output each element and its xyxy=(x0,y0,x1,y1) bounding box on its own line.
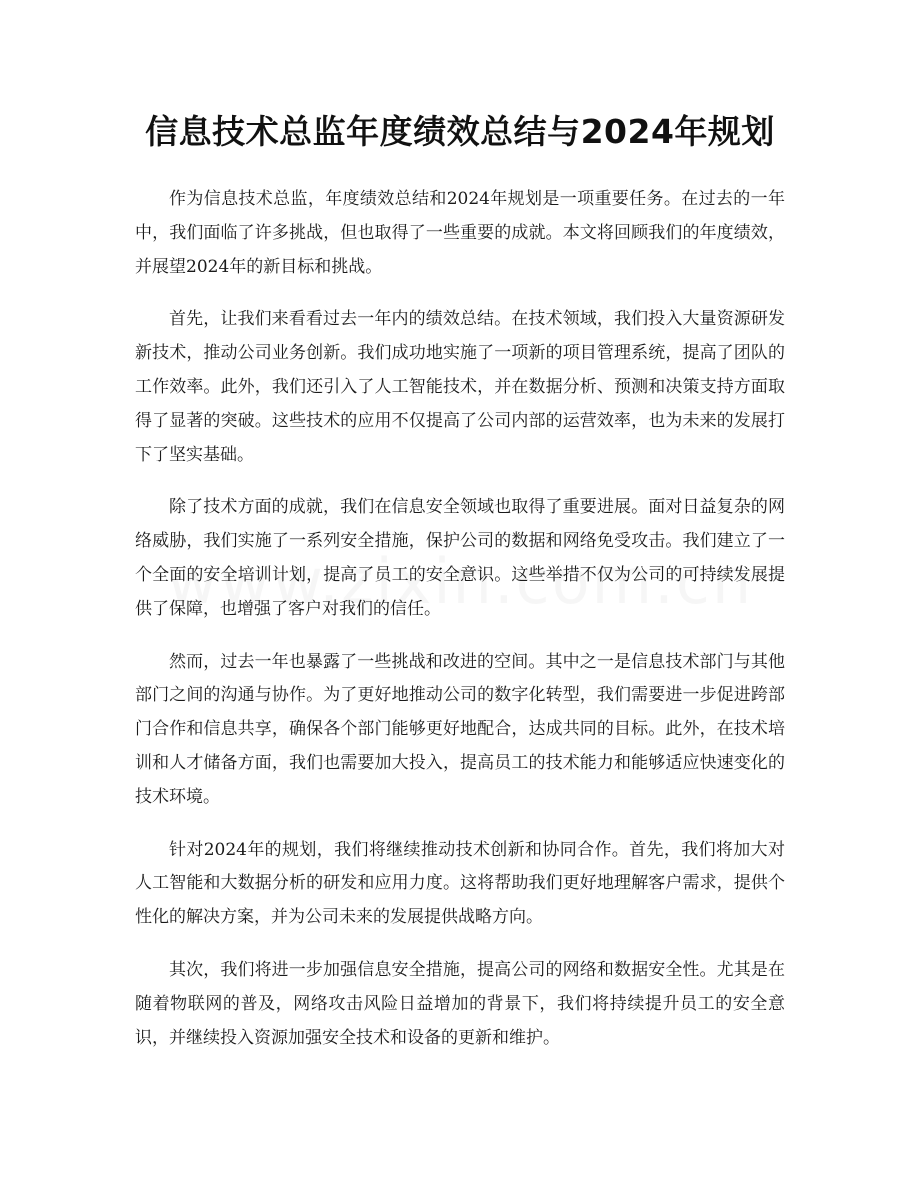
document-title: 信息技术总监年度绩效总结与2024年规划 xyxy=(145,112,775,151)
paragraph-2024-plan: 针对2024年的规划，我们将继续推动技术创新和协同合作。首先，我们将加大对人工智能和大数据分析的研发和应用力度。这将帮助我们更好地理解客户需求，提供个性化的解决方案，并为公司未来的发展提供战略方向。 xyxy=(135,839,785,928)
paragraph-intro: 作为信息技术总监，年度绩效总结和2024年规划是一项重要任务。在过去的一年中，我们面临了许多挑战，但也取得了一些重要的成就。本文将回顾我们的年度绩效，并展望2024年的新目标和挑战。 xyxy=(135,189,785,277)
paragraph-performance-summary: 首先，让我们来看看过去一年内的绩效总结。在技术领域，我们投入大量资源研发新技术，推动公司业务创新。我们成功地实施了一项新的项目管理系统，提高了团队的工作效率。此外，我们还引入了人工智能技术，并在数据分析、预测和决策支持方面取得了显著的突破。这些技术的应用不仅提高了公司内部的运营效率，也为未来的发展打下了坚实基础。 xyxy=(135,309,785,465)
paragraph-security-progress: 除了技术方面的成就，我们在信息安全领域也取得了重要进展。面对日益复杂的网络威胁，我们实施了一系列安全措施，保护公司的数据和网络免受攻击。我们建立了一个全面的安全培训计划，提高了员工的安全意识。这些举措不仅为公司的可持续发展提供了保障，也增强了客户对我们的信任。 xyxy=(135,497,785,619)
document-body xyxy=(135,183,785,1074)
paragraph-security-plan: 其次，我们将进一步加强信息安全措施，提高公司的网络和数据安全性。尤其是在随着物联网的普及，网络攻击风险日益增加的背景下，我们将持续提升员工的安全意识，并继续投入资源加强安全技术和设备的更新和维护。 xyxy=(135,959,785,1048)
paragraph-challenges: 然而，过去一年也暴露了一些挑战和改进的空间。其中之一是信息技术部门与其他部门之间的沟通与协作。为了更好地推动公司的数字化转型，我们需要进一步促进跨部门合作和信息共享，确保各个部门能够更好地配合，达成共同的目标。此外，在技术培训和人才储备方面，我们也需要加大投入，提高员工的技术能力和能够适应快速变化的技术环境。 xyxy=(135,651,785,807)
